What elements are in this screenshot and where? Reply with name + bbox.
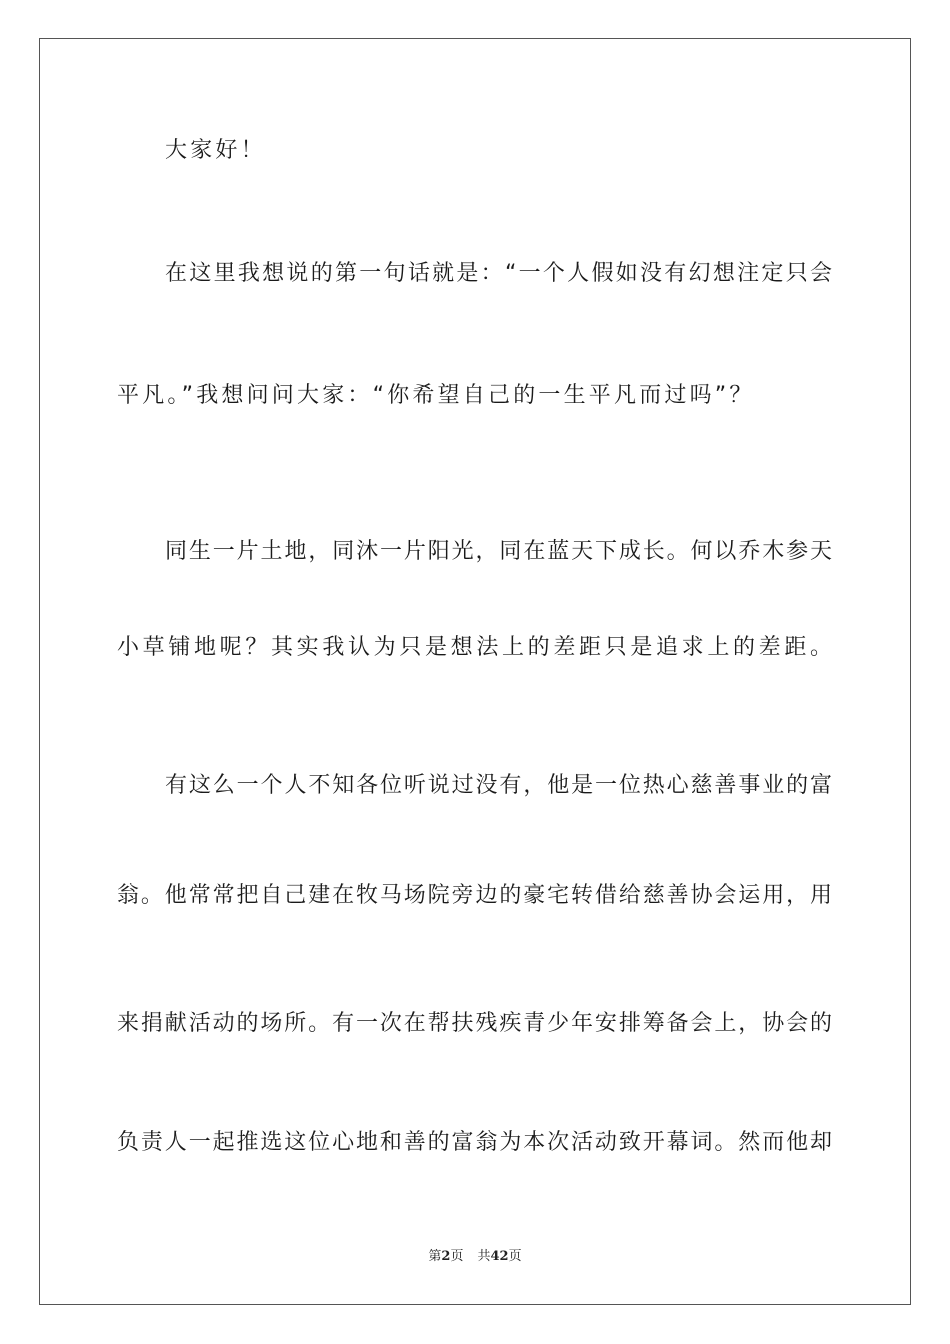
paragraph-line-2: 在这里我想说的第一句话就是：“一个人假如没有幻想注定只会 (165, 261, 832, 286)
page-border (39, 38, 911, 1305)
total-suffix: 页 (508, 1249, 522, 1264)
page-prefix: 第 (428, 1249, 442, 1264)
total-prefix: 共 (477, 1249, 491, 1264)
paragraph-line-7: 翁。他常常把自己建在牧马场院旁边的豪宅转借给慈善协会运用，用 (117, 883, 832, 908)
page-footer (0, 1248, 950, 1266)
total-pages: 42 (490, 1249, 509, 1264)
paragraph-line-4: 同生一片土地，同沐一片阳光，同在蓝天下成长。何以乔木参天 (165, 539, 832, 564)
paragraph-line-6: 有这么一个人不知各位听说过没有，他是一位热心慈善事业的富 (165, 773, 832, 798)
paragraph-line-1: 大家好！ (165, 138, 266, 163)
page-number: 2 (441, 1249, 451, 1264)
paragraph-line-3: 平凡。”我想问问大家：“你希望自己的一生平凡而过吗”？ (117, 383, 755, 408)
paragraph-line-8: 来捐献活动的场所。有一次在帮扶残疾青少年安排筹备会上，协会的 (117, 1011, 832, 1036)
paragraph-line-9: 负责人一起推选这位心地和善的富翁为本次活动致开幕词。然而他却 (117, 1130, 832, 1155)
paragraph-line-5: 小草铺地呢？其实我认为只是想法上的差距只是追求上的差距。 (117, 635, 832, 660)
page-suffix: 页 (450, 1249, 464, 1264)
